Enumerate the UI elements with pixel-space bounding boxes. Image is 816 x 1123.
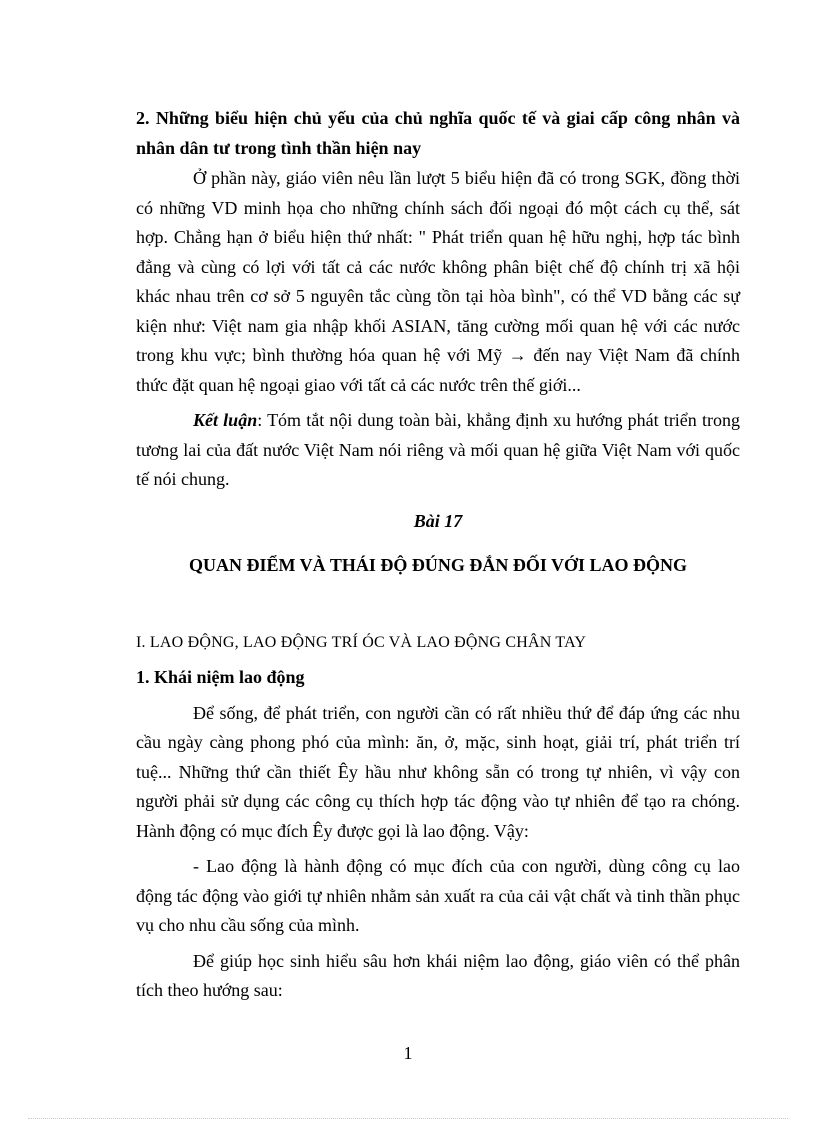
section-2-heading: 2. Những biểu hiện chủ yếu của chủ nghĩa quốc tế và giai cấp công nhân và nhân dân tư trong tình thần hiện nay	[136, 108, 740, 158]
section-2-paragraph: Ở phần này, giáo viên nêu lần lượt 5 biểu hiện đã có trong SGK, đồng thời có những VD minh họa cho những chính sách đối ngoại đó một cách cụ thể, sát hợp. Chẳng hạn ở biểu hiện thứ nhất: " Phát triển quan hệ hữu nghị, hợp tác bình đẳng và cùng có lợi với tất cả các nước không phân biệt chế độ chính trị xã hội khác nhau trên cơ sở 5 nguyên tắc cùng tồn tại hòa bình", có thể VD bằng các sự kiện như: Việt nam gia nhập khối ASIAN, tăng cường mối quan hệ với các nước trong khu vực; bình thường hóa quan hệ với Mỹ → đến nay Việt Nam đã chính thức đặt quan hệ ngoại giao với tất cả các nước trên thế giới...	[136, 168, 740, 395]
lesson-number: Bài 17	[413, 510, 463, 531]
labor-paragraph-2: Để giúp học sinh hiểu sâu hơn khái niệm lao động, giáo viên có thể phân tích theo hướng sau:	[136, 950, 740, 1000]
page-bottom-divider	[28, 1118, 788, 1119]
lesson-title: QUAN ĐIỂM VÀ THÁI ĐỘ ĐÚNG ĐẮN ĐỐI VỚI LAO ĐỘNG	[188, 555, 688, 575]
conclusion-label: Kết luận	[193, 410, 258, 430]
conclusion-paragraph	[136, 406, 740, 495]
subheading-labor-concept: 1. Khái niệm lao động	[136, 667, 305, 687]
page-number: 1	[403, 1043, 413, 1063]
labor-paragraph-1: Để sống, để phát triển, con người cần có rất nhiều thứ để đáp ứng các nhu cầu ngày càng phong phó của mình: ăn, ở, mặc, sinh hoạt, giải trí, phát triển trí tuệ... Những thứ cần thiết Êy hầu như không sẵn có trong tự nhiên, vì vậy con người phải sử dụng các công cụ thích hợp tác động vào tự nhiên để tạo ra chóng. Hành động có mục đích Êy được gọi là lao động. Vậy:	[136, 702, 740, 841]
conclusion-text: : Tóm tắt nội dung toàn bài, khẳng định xu hướng phát triển trong tương lai của đất nước Việt Nam nói riêng và mối quan hệ giữa Việt Nam với quốc tế nói chung.	[136, 410, 740, 489]
page-content	[136, 104, 740, 1006]
part-1-title: I. LAO ĐỘNG, LAO ĐỘNG TRÍ ÓC VÀ LAO ĐỘNG CHÂN TAY	[136, 633, 587, 651]
labor-definition: - Lao động là hành động có mục đích của con người, dùng công cụ lao động tác động vào giới tự nhiên nhằm sản xuất ra của cải vật chất và tinh thần phục vụ cho nhu cầu sống của mình.	[136, 856, 740, 935]
